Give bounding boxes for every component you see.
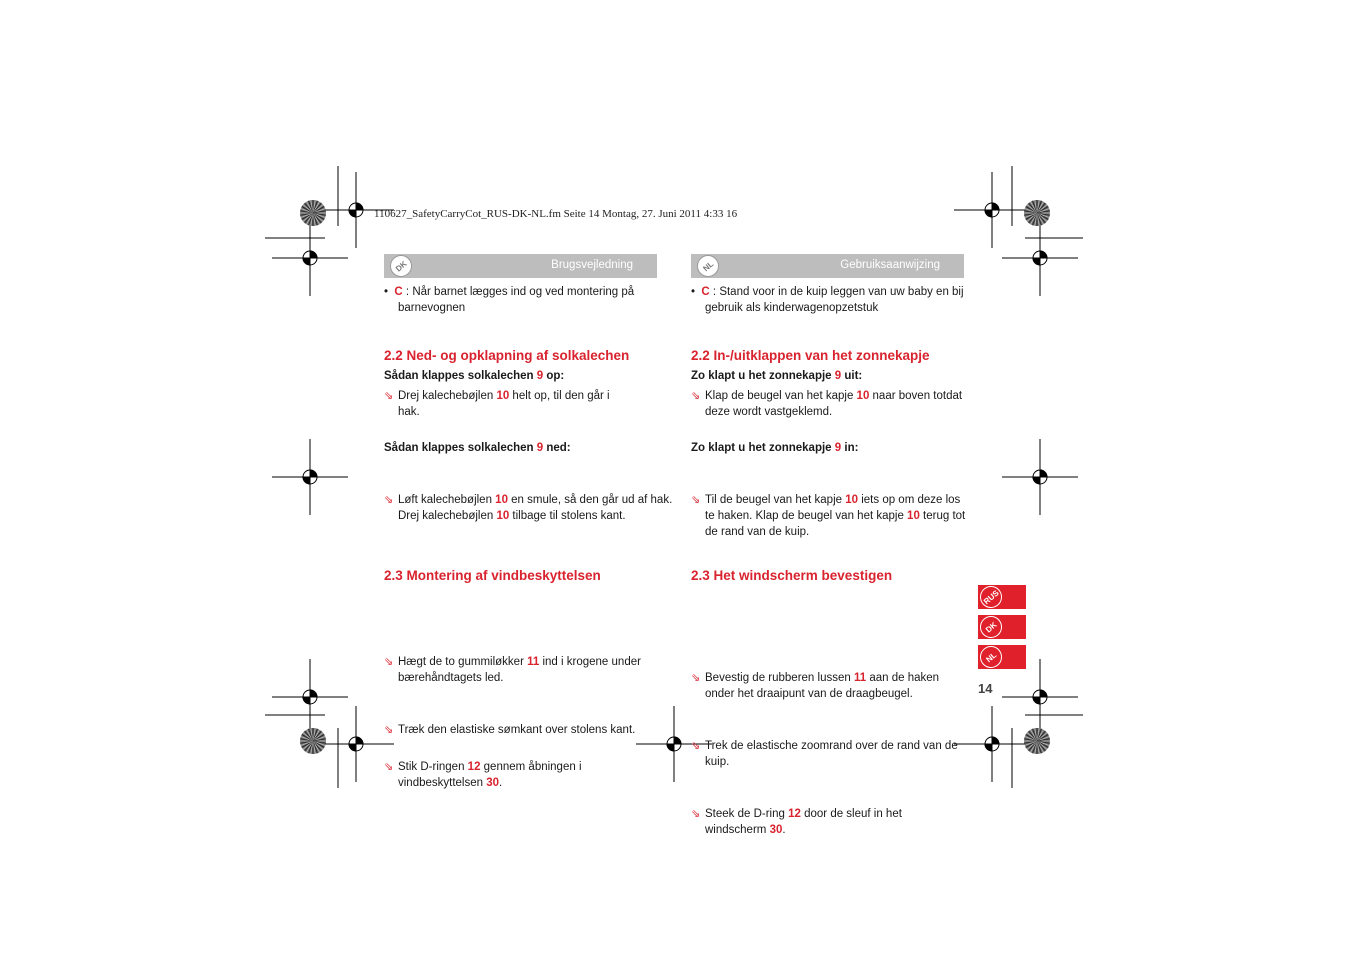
color-rosette-mark: [300, 728, 326, 754]
instruction-step: ⇘ Træk den elastiske sømkant over stolens kant.: [384, 724, 636, 736]
instruction-step: ⇘ Bevestig de rubberen lussen 11 aan de haken onder het draaipunt van de draagbeugel.: [691, 672, 940, 700]
color-rosette-mark: [300, 200, 326, 226]
page-number: 14: [978, 681, 993, 696]
subheading: Sådan klappes solkalechen 9 op:: [384, 370, 565, 382]
step-arrow-icon: ⇘: [691, 740, 701, 752]
section-band-right: [691, 254, 964, 278]
subheading: Zo klapt u het zonnekapje 9 uit:: [691, 370, 863, 382]
tab-nl[interactable]: NL: [978, 645, 1026, 669]
instruction-step: ⇘ Trek de elastische zoomrand over de rand van de kuip.: [691, 740, 958, 768]
step-arrow-icon: ⇘: [691, 390, 701, 402]
step-arrow-icon: ⇘: [384, 724, 394, 736]
section-band-left: [384, 254, 657, 278]
crosshair-mark: [954, 172, 1030, 248]
step-arrow-icon: ⇘: [691, 494, 701, 506]
section-heading: 2.2 In-/uitklappen van het zonnekapje: [691, 348, 930, 363]
crosshair-mark: [272, 659, 348, 735]
section-heading: 2.2 Ned- og opklapning af solkalechen: [384, 348, 630, 363]
tab-dk[interactable]: DK: [978, 615, 1026, 639]
step-arrow-icon: ⇘: [691, 672, 701, 684]
step-arrow-icon: ⇘: [384, 656, 394, 668]
instruction-step: ⇘ Til de beugel van het kapje 10 iets op om deze los te haken. Klap de beugel van het kapje 10 terug tot de rand van de kuip.: [691, 494, 966, 538]
band-label: Brugsvejledning: [551, 259, 633, 271]
band-label: Gebruiksaanwijzing: [840, 259, 940, 271]
crosshair-mark: [272, 439, 348, 515]
instruction-step: ⇘ Hægt de to gummiløkker 11 ind i krogene under bærehåndtagets led.: [384, 656, 641, 684]
color-rosette-mark: [1024, 200, 1050, 226]
crosshair-mark: [272, 220, 348, 296]
subheading: Zo klapt u het zonnekapje 9 in:: [691, 442, 859, 454]
crosshair-mark: [1002, 659, 1078, 735]
instruction-step: ⇘ Løft kalechebøjlen 10 en smule, så den går ud af hak. Drej kalechebøjlen 10 tilbage til stolens kant.: [384, 494, 673, 522]
step-arrow-icon: ⇘: [384, 390, 394, 402]
subheading: Sådan klappes solkalechen 9 ned:: [384, 442, 571, 454]
intro-bullet: • C : Når barnet lægges ind og ved montering på barnevognen: [384, 286, 635, 314]
crosshair-mark: [1002, 439, 1078, 515]
section-heading: 2.3 Het windscherm bevestigen: [691, 568, 893, 583]
section-heading: 2.3 Montering af vindbeskyttelsen: [384, 568, 601, 583]
instruction-step: ⇘ Steek de D-ring 12 door de sleuf in het windscherm 30.: [691, 808, 902, 836]
file-info-line: 110627_SafetyCarryCot_RUS-DK-NL.fm Seite 14 Montag, 27. Juni 2011 4:33 16: [374, 208, 738, 220]
language-badge-dk: DK: [386, 251, 417, 282]
instruction-step: ⇘ Stik D-ringen 12 gennem åbningen i vindbeskyttelsen 30.: [384, 761, 582, 789]
step-arrow-icon: ⇘: [384, 494, 394, 506]
step-arrow-icon: ⇘: [691, 808, 701, 820]
instruction-step: ⇘ Klap de beugel van het kapje 10 naar boven totdat deze wordt vastgeklemd.: [691, 390, 963, 418]
step-arrow-icon: ⇘: [384, 761, 394, 773]
color-rosette-mark: [1024, 728, 1050, 754]
crosshair-mark: [1002, 220, 1078, 296]
language-badge-nl: NL: [693, 251, 724, 282]
instruction-step: ⇘ Drej kalechebøjlen 10 helt op, til den går i hak.: [384, 390, 610, 418]
tab-rus[interactable]: RUS: [978, 585, 1026, 609]
crosshair-mark: [318, 706, 394, 782]
intro-bullet: • C : Stand voor in de kuip leggen van uw baby en bij gebruik als kinderwagenopzetstuk: [691, 286, 964, 314]
